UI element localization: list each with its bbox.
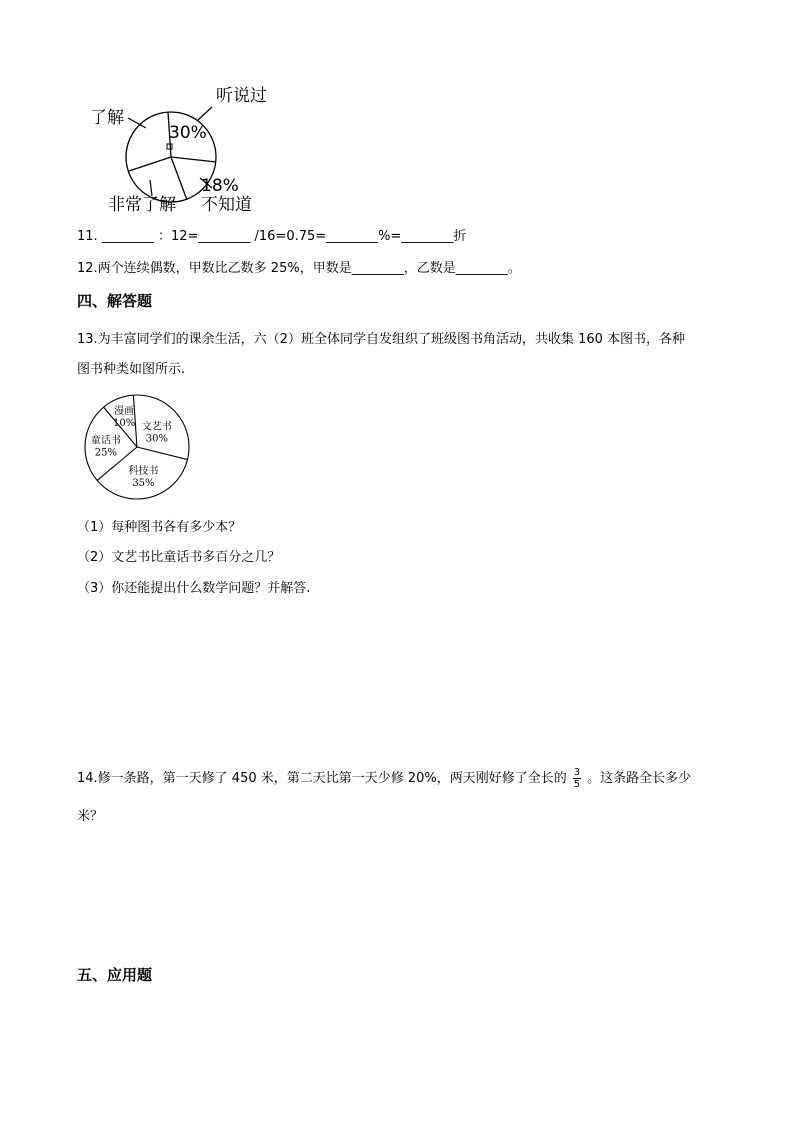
survey-divider-bottom [171, 157, 187, 200]
book-pie-label-2: 科技书 [128, 465, 159, 477]
book-pie-label-0: 漫画 [114, 406, 135, 418]
fraction-numerator: 3 [573, 767, 581, 778]
question-13-sub-2: （2）文艺书比童话书多百分之几？ [77, 550, 281, 565]
question-13-sub-3: （3）你还能提出什么数学问题？并解答. [77, 581, 311, 596]
section-4-heading: 四、解答题 [77, 292, 153, 310]
question-14-line2: 米？ [77, 809, 104, 824]
survey-label-heard: 听说过 [216, 86, 267, 106]
book-type-pie-chart [80, 390, 195, 505]
question-12: 12.两个连续偶数，甲数比乙数多 25%，甲数是________，乙数是________。 [77, 261, 521, 276]
fraction-three-fifths [573, 767, 581, 790]
question-13-line1: 13.为丰富同学们的课余生活，六（2）班全体同学自发组织了班级图书角活动，共收集 160 本图书，各种 [77, 332, 686, 347]
book-pie-value-2: 35% [132, 477, 155, 489]
survey-pie-chart [80, 80, 270, 220]
question-13-sub-1: （1）每种图书各有多少本？ [77, 520, 242, 535]
question-14-text-before: 14.修一条路，第一天修了 450 米，第二天比第一天少修 20%，两天刚好修了全长的 [77, 771, 567, 786]
question-14-line1 [77, 765, 691, 793]
survey-divider-left [129, 157, 171, 171]
survey-center-mark [167, 144, 172, 149]
question-13-line2: 图书种类如图所示. [77, 362, 186, 377]
survey-value-unknown: 18% [201, 176, 239, 196]
section-5-heading: 五、应用题 [77, 966, 153, 984]
survey-label-understand: 了解 [90, 108, 124, 128]
fraction-denominator: 5 [573, 779, 581, 790]
book-pie-value-3: 25% [94, 447, 118, 459]
book-pie-label-3: 童话书 [90, 435, 121, 447]
question-14-text-after: 。这条路全长多少 [587, 771, 692, 786]
survey-leader-heard [198, 107, 212, 120]
survey-value-heard: 30% [169, 123, 207, 143]
survey-divider-right [171, 157, 216, 162]
question-11: 11. ________ ：12=________ /16=0.75=________%=________折 [77, 229, 467, 244]
survey-label-unknown: 不知道 [201, 195, 252, 215]
book-pie-value-0: 10% [113, 418, 136, 430]
book-pie-value-1: 30% [145, 433, 169, 445]
survey-label-very-understand: 非常了解 [108, 195, 176, 215]
survey-leader-very [150, 180, 152, 196]
survey-leader-understand [128, 118, 146, 128]
book-pie-label-1: 文艺书 [141, 421, 172, 433]
